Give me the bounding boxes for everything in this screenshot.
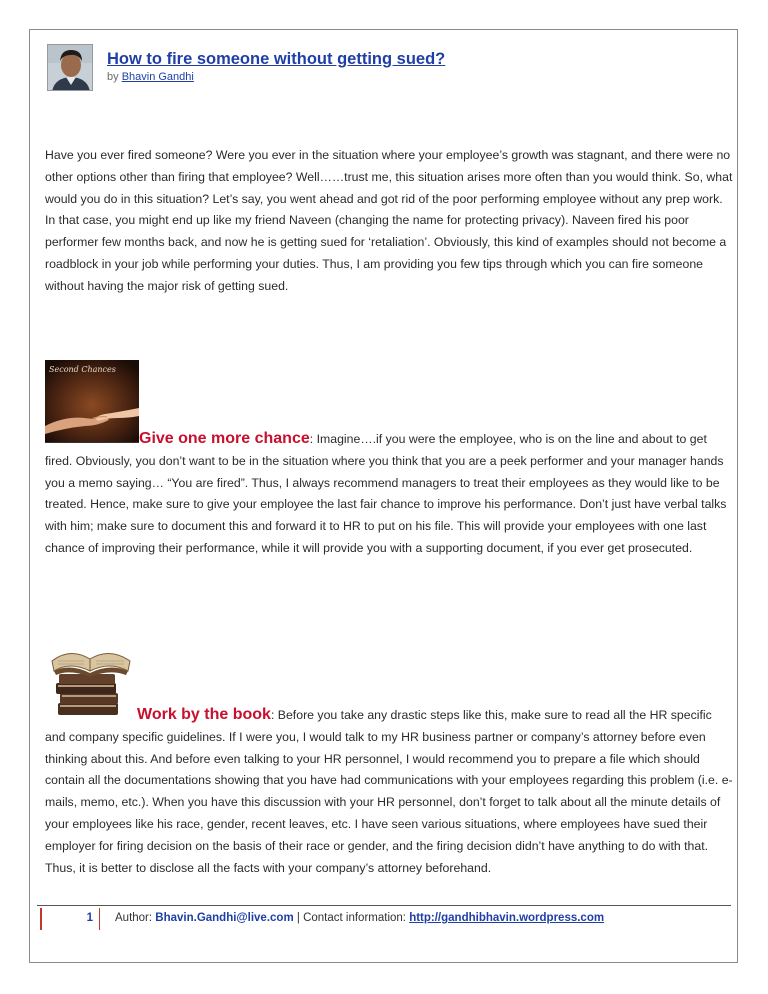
footer-contact-link[interactable]: http://gandhibhavin.wordpress.com [409, 912, 605, 924]
section-body: : Imagine….if you were the employee, who is on the line and about to get fired. Obviously, you don’t want to be in the situation where you think that you are a peek performer and your manager hands you a memo saying… “You are fired”. Thus, I always recommend managers to treat their employees as they would like to be treated. Hence, make sure to give your employee the last fair chance to improve his performance. Don’t just have verbal talks with him; make sure to document this and forward it to HR to put on his file. This will provide your employees with one last chance of improving their performance, while it will provide you with a supporting document, if you ever get prosecuted. [45, 432, 727, 555]
page-footer [37, 908, 731, 930]
second-chances-caption: Second Chances [49, 365, 116, 374]
section-give-one-more-chance [45, 428, 735, 560]
footer-author-email[interactable]: Bhavin.Gandhi@live.com [155, 912, 294, 924]
section-heading: Work by the book [137, 706, 271, 723]
author-avatar [47, 44, 93, 91]
author-name-link[interactable]: Bhavin Gandhi [121, 71, 194, 83]
footer-author-label: Author: [115, 912, 153, 924]
section-heading: Give one more chance [139, 430, 310, 447]
footer-contact-label: Contact information: [303, 912, 406, 924]
article-title-link[interactable]: How to fire someone without getting sued? [107, 50, 446, 68]
footer-divider [37, 905, 731, 906]
page-number-box [40, 908, 100, 930]
intro-paragraph: Have you ever fired someone? Were you ever in the situation where your employee’s growth was stagnant, and there were no other options other than firing that employee? Well……trust me, this situation arises more often than you would think. So, what would you do in this situation? Let’s say, you went ahead and got rid of the poor performing employee without any prep work. In that case, you might end up like my friend Naveen (changing the name for protecting privacy). Naveen fired his poor performer few months back, and now he is getting sued for ‘retaliation’. Obviously, this kind of examples should not become a roadblock in your job while performing your duties. Thus, I am providing you few tips through which you can fire someone without having the major risk of getting sued. [45, 148, 733, 293]
section-work-by-the-book [45, 704, 735, 879]
byline-prefix: by [107, 71, 119, 83]
page-number: 1 [86, 912, 93, 924]
byline [107, 71, 194, 83]
footer-separator: | [296, 912, 300, 924]
section-body: : Before you take any drastic steps like this, make sure to read all the HR specific and company specific guidelines. If I were you, I would talk to my HR business partner or company’s attorney before even thinking about this. And before even talking to your HR personnel, I would recommend you to prepare a file which should contain all the documentations showing that you have had communications with your employees regarding this problem (i.e. e-mails, memo, etc.). When you have this discussion with your HR personnel, don’t forget to talk about all the minute details of your employees like his race, gender, recent leaves, etc. I have seen various situations, where employees have sued their employer for firing decision on the basis of their race or gender, and the firing decision didn’t have anything to do with that. Thus, it is better to disclose all the facts with your company’s attorney beforehand. [45, 708, 733, 875]
footer-text [115, 912, 604, 924]
